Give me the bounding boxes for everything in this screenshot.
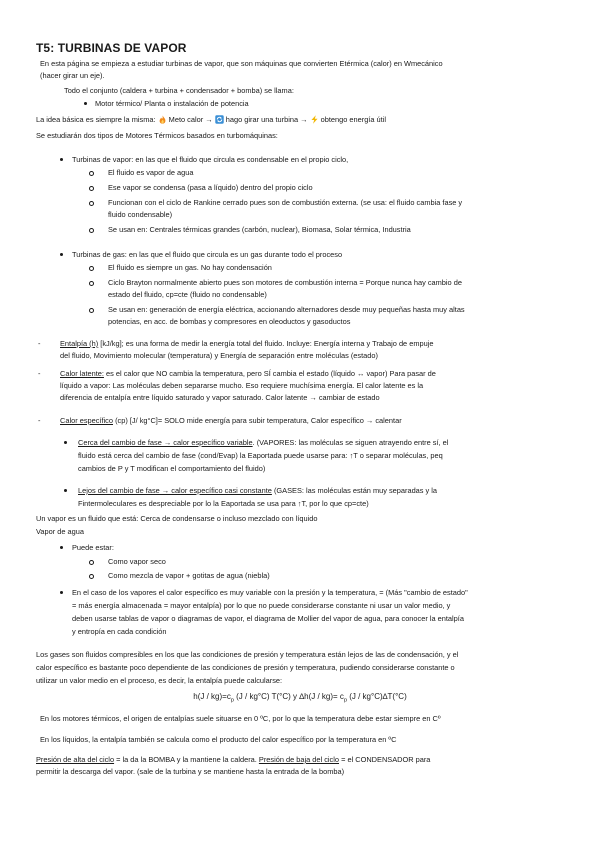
gas-item-2: Ciclo Brayton normalmente abierto pues son motores de combustión interna = Porque nunca hay cambio de <box>108 278 462 287</box>
vapor-item-3: Funcionan con el ciclo de Rankine cerrado pues son de combustión externa. (se usa: el fluido cambia fase y <box>108 198 463 207</box>
liquidos-line: En los líquidos, la entalpía también se calcula como el producto del calor específico por la temperatura en ºC <box>40 735 397 744</box>
lejos-line-2: Fintermoleculares es despreciable por lo la Eaportada se usa para ↑T, por lo que cp=cte) <box>78 499 369 508</box>
calor-latente-rest: es el calor que NO cambia la temperatura, pero SÍ cambia el estado (líquido ↔ vapor) Para pasar de <box>106 369 436 378</box>
puede-item-2: Como mezcla de vapor + gotitas de agua (niebla) <box>108 571 270 580</box>
bullet-dot <box>60 591 63 594</box>
enthalpy-formula <box>0 692 600 706</box>
bullet-circle <box>89 171 94 176</box>
formula-part-b: (J / kg°C) T(°C) y ∆h(J / kg)= c <box>233 692 344 701</box>
cerca-rest: . (VAPORES: las moléculas se siguen atrayendo entre sí, el <box>252 438 449 447</box>
idea-text-b: Meto calor → <box>168 115 213 124</box>
bullet-dot <box>60 546 63 549</box>
motores-termicos-line: En los motores térmicos, el origen de entalpías suele situarse en 0 ºC, por lo que la temperatura debe estar siempre en Cº <box>40 714 441 723</box>
puede-item-1: Como vapor seco <box>108 557 166 566</box>
lejos-line-1 <box>78 486 437 496</box>
en-el-caso-line-3: deben usarse tablas de vapor o diagramas de vapor, el diagrama de Mollier del vapor de agua, para conocer la entalpía <box>72 614 464 623</box>
page-title: T5: TURBINAS DE VAPOR <box>36 41 187 55</box>
en-el-caso-line-4: y entropía en cada condición <box>72 627 167 636</box>
presion-alta-term: Presión de alta del ciclo <box>36 755 115 764</box>
calor-especifico-term: Calor específico <box>60 416 113 425</box>
intro-line-1: En esta página se empieza a estudiar turbinas de vapor, que son máquinas que convierten Etérmica (calor) en Wmecánico <box>40 59 443 68</box>
bullet-circle <box>89 560 94 565</box>
dash-marker: - <box>38 339 41 348</box>
lejos-rest: (GASES: las moléculas están muy separadas y la <box>273 486 438 495</box>
calor-especifico-rest: (cp) [J/ kg°C]= SOLO mide energía para subir temperatura, Calor específico → calentar <box>115 416 402 425</box>
turbinas-gas-heading: Turbinas de gas: en las que el fluido que circula es un gas durante todo el proceso <box>72 250 343 259</box>
en-el-caso-line-1: En el caso de los vapores el calor específico es muy variable con la presión y la temperatura, = (Más "cambio de estado" <box>72 588 468 597</box>
flame-icon <box>158 115 167 124</box>
gas-item-1: El fluido es siempre un gas. No hay condensación <box>108 263 272 272</box>
entalpia-rest: [kJ/kg]; es una forma de medir la energía total del fluido. Incluye: Energía interna y Trabajo de empuje <box>100 339 434 348</box>
idea-text-c: hago girar una turbina → <box>225 115 308 124</box>
entalpia-term: Entalpía (h) <box>60 339 99 348</box>
gas-item-3: Se usan en: generación de energía eléctrica, accionando alternadores desde muy pequeñas hasta muy altas <box>108 305 465 314</box>
en-el-caso-line-2: = más energía almacenada = mayor entalpía) por lo que no puede considerarse constante ni usar un valor medio, y <box>72 601 451 610</box>
puede-estar: Puede estar: <box>72 543 114 552</box>
intro-line-2: (hacer girar un eje). <box>40 71 105 80</box>
bullet-dot <box>60 158 63 161</box>
bullet-circle <box>89 266 94 271</box>
calor-especifico-line <box>60 416 402 426</box>
dash-marker: - <box>38 416 41 425</box>
gases-line-1: Los gases son fluidos compresibles en los que las condiciones de presión y temperatura están lejos de las de condensación, y el <box>36 650 459 659</box>
bullet-circle <box>89 186 94 191</box>
vapor-de-agua: Vapor de agua <box>36 527 84 536</box>
bullet-circle <box>89 201 94 206</box>
cerca-line-1 <box>78 438 448 448</box>
calor-latente-line-2: líquido a vapor: Las moléculas deben separarse mucho. Eso requiere muchísima energía. El calor latente es la <box>60 381 424 390</box>
bullet-circle <box>89 228 94 233</box>
presion-baja-term: Presión de baja del ciclo <box>258 755 340 764</box>
bullet-circle <box>89 308 94 313</box>
bullet-circle <box>89 281 94 286</box>
turbinas-vapor-heading: Turbinas de vapor: en las que el fluido que circula es condensable en el propio ciclo, <box>72 155 349 164</box>
formula-sub-p2: p <box>343 697 347 704</box>
bullet-dot <box>64 489 67 492</box>
entalpia-line-2: del fluido, Movimiento molecular (temperatura) y Energía de separación entre moléculas (estado) <box>60 351 378 360</box>
vapor-item-4: Se usan en: Centrales térmicas grandes (carbón, nuclear), Biomasa, Solar térmica, Industria <box>108 225 411 234</box>
vapor-item-3-cont: fluido condensable) <box>108 210 173 219</box>
presion-baja-rest: = el CONDENSADOR para <box>341 755 431 764</box>
idea-text-a: La idea básica es siempre la misma: <box>36 115 156 124</box>
presion-line-1 <box>36 755 430 765</box>
recycle-icon <box>215 115 224 124</box>
formula-part-a: h(J / kg)=c <box>193 692 231 701</box>
gas-item-2-cont: estado del fluido, cp=cte (fluido no condensable) <box>108 290 267 299</box>
vapor-item-2: Ese vapor se condensa (pasa a líquido) dentro del propio ciclo <box>108 183 313 192</box>
calor-latente-line-3: diferencia de entalpía entre líquido saturado y vapor saturado. Calor latente → cambiar de estado <box>60 393 380 402</box>
idea-basica-line <box>36 115 386 125</box>
bullet-dot <box>84 102 87 105</box>
bullet-dot <box>64 441 67 444</box>
idea-text-d: obtengo energía útil <box>320 115 386 124</box>
bullet-dot <box>60 253 63 256</box>
calor-latente-line-1 <box>60 369 436 379</box>
motor-termico-bullet: Motor térmico/ Planta o instalación de potencia <box>95 99 249 108</box>
vapor-definition: Un vapor es un fluido que está: Cerca de condensarse o incluso mezclado con líquido <box>36 514 318 523</box>
cerca-line-2: fluido está cerca del cambio de fase (cond/Evap) la Eaportada puede usarse para: ↑T o separar moléculas, peq <box>78 451 443 460</box>
dash-marker: - <box>38 369 41 378</box>
lightning-icon <box>310 115 319 124</box>
gases-line-2: calor específico es bastante poco dependiente de las condiciones de presión y temperatura, pudiendo considerarse constante o <box>36 663 455 672</box>
formula-part-c: (J / kg°C)∆T(°C) <box>347 692 407 701</box>
presion-line-2: permitir la descarga del vapor. (sale de la turbina y se mantiene hasta la entrada de la bomba) <box>36 767 345 776</box>
cerca-term: Cerca del cambio de fase → calor específico variable <box>78 438 253 447</box>
se-estudiaran-line: Se estudiarán dos tipos de Motores Térmicos basados en turbomáquinas: <box>36 131 278 140</box>
vapor-item-1: El fluido es vapor de agua <box>108 168 194 177</box>
cerca-line-3: cambios de P y T modifican el comportamiento del fluido) <box>78 464 266 473</box>
bullet-circle <box>89 574 94 579</box>
calor-latente-term: Calor latente: <box>60 369 104 378</box>
gas-item-3-cont: potencias, en acc. de bombas y compresores en oleoductos y gasoductos <box>108 317 351 326</box>
entalpia-line-1 <box>60 339 433 349</box>
formula-sub-p1: p <box>230 697 234 704</box>
gases-line-3: utilizar un valor medio en el proceso, es decir, la entalpía puede calcularse: <box>36 676 283 685</box>
presion-alta-rest: = la da la BOMBA y la mantiene la caldera. <box>116 755 257 764</box>
lejos-term: Lejos del cambio de fase → calor específico casi constante <box>78 486 272 495</box>
intro-line-3: Todo el conjunto (caldera + turbina + condensador + bomba) se llama: <box>64 86 294 95</box>
